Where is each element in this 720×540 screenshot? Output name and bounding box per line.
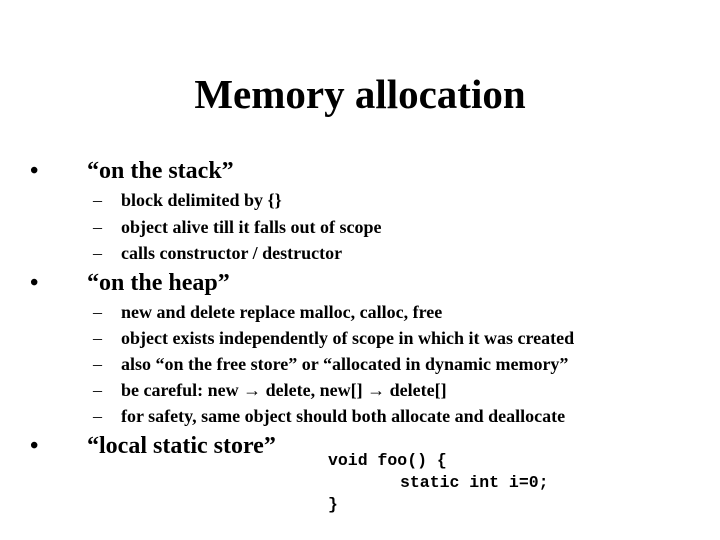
sub-item-text: be careful: new → delete, new[] → delete[] (121, 380, 447, 400)
sub-item-text: also “on the free store” or “allocated in dynamic memory” (121, 354, 569, 374)
bullet-label: “on the heap” (87, 270, 230, 296)
code-line: static int i=0; (400, 473, 549, 492)
bullet-icon: • (30, 158, 39, 184)
code-line: void foo() { (328, 451, 447, 470)
dash-icon: – (93, 354, 102, 374)
sub-item (93, 406, 565, 427)
sub-item (93, 302, 442, 323)
sub-item-text: calls constructor / destructor (121, 243, 343, 263)
bullet-stack (30, 158, 234, 185)
sub-item-text: object alive till it falls out of scope (121, 217, 382, 237)
sub-item-text: block delimited by {} (121, 190, 282, 210)
sub-item (93, 217, 381, 238)
dash-icon: – (93, 380, 102, 400)
dash-icon: – (93, 406, 102, 426)
sub-item-text: object exists independently of scope in which it was created (121, 328, 575, 348)
bullet-label: “on the stack” (87, 158, 234, 184)
code-line: } (328, 495, 338, 514)
sub-item (93, 190, 282, 211)
bullet-local-static (30, 433, 276, 460)
bullet-icon: • (30, 433, 39, 459)
bullet-heap (30, 270, 230, 297)
sub-item (93, 354, 568, 375)
sub-item (93, 243, 342, 264)
sub-item-text: for safety, same object should both allocate and deallocate (121, 406, 566, 426)
bullet-label: “local static store” (87, 433, 276, 459)
sub-item (93, 328, 574, 349)
sub-item (93, 380, 447, 401)
dash-icon: – (93, 217, 102, 237)
dash-icon: – (93, 302, 102, 322)
dash-icon: – (93, 190, 102, 210)
dash-icon: – (93, 243, 102, 263)
sub-item-text: new and delete replace malloc, calloc, free (121, 302, 443, 322)
slide-title: Memory allocation (194, 71, 526, 117)
bullet-icon: • (30, 270, 39, 296)
dash-icon: – (93, 328, 102, 348)
